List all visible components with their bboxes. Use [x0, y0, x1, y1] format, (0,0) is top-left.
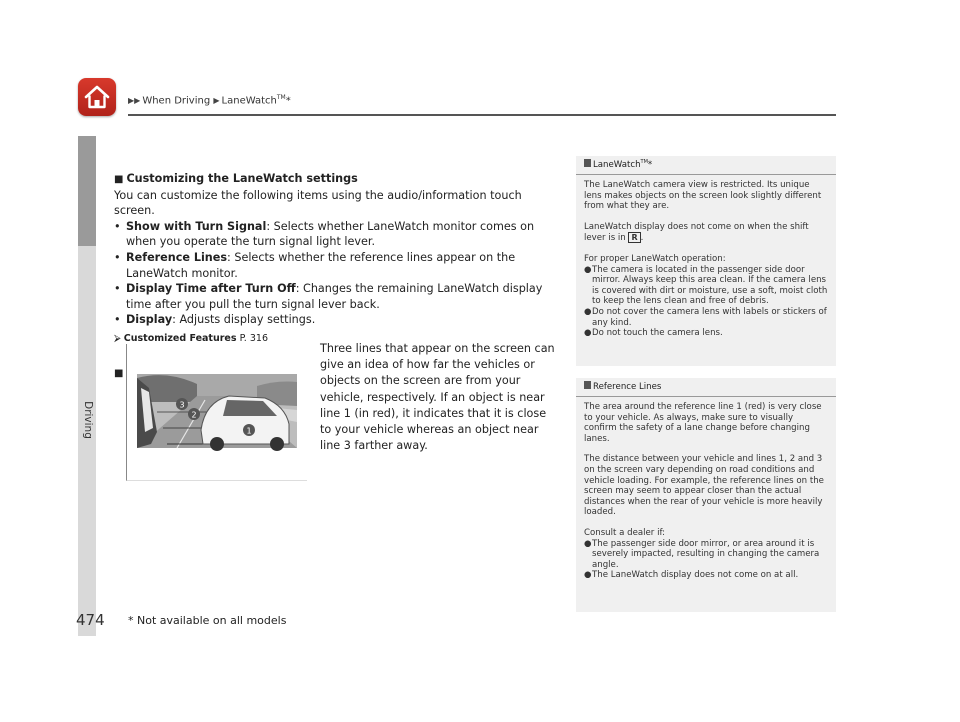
cross-reference-label: Customized Features [123, 332, 237, 344]
lanewatch-camera-illustration [127, 344, 307, 480]
note-marker-icon [584, 159, 591, 167]
reference-line-label-3: 3 [179, 400, 185, 410]
list-item-term: Display Time after Turn Off [126, 282, 296, 296]
chapter-tab-marker [78, 136, 96, 246]
list-item-term: Display [126, 313, 173, 327]
list-item [114, 281, 564, 312]
bullet-icon: • [114, 219, 121, 233]
note-box-lanewatch [576, 156, 836, 366]
note-marker-icon [584, 381, 591, 389]
section-heading-text: Customizing the LaneWatch settings [126, 172, 358, 185]
list-item-desc: : Selects whether LaneWatch monitor comes on when you operate the turn signal light lever. [126, 219, 535, 249]
note-bullet: ● Do not cover the camera lens with labels or stickers of any kind. [584, 306, 827, 328]
home-icon [78, 78, 116, 116]
square-bullet-icon: ■ [114, 174, 124, 185]
note-paragraph: Consult a dealer if: [584, 527, 666, 538]
section-intro: You can customize the following items using the audio/information touch screen. [114, 188, 522, 218]
note-paragraph: LaneWatch display does not come on when the shift lever is in R . [584, 221, 809, 244]
reference-line-label-1: 1 [246, 426, 252, 436]
breadcrumb-arrow-icon: ▶ [213, 96, 220, 106]
note-paragraph: The area around the reference line 1 (red) is very close to your vehicle. As always, make sure to visually confirm the safety of a lane change before changing lanes. [584, 402, 822, 444]
note-paragraph: The distance between your vehicle and lines 1, 2 and 3 on the screen vary depending on road conditions and vehicle loading. For example, the reference lines on the screen may seem to appear closer than the actual distances when the rear of your vehicle is more heavily loaded. [584, 454, 824, 518]
note-bullet: ● Do not touch the camera lens. [584, 328, 723, 339]
note-box-reference-lines [576, 378, 836, 612]
list-item-desc: : Selects whether the reference lines appear on the LaneWatch monitor. [126, 250, 516, 280]
note-title: LaneWatch™* [576, 156, 836, 171]
note-paragraph: For proper LaneWatch operation: [584, 253, 726, 264]
asterisk-mark: * [647, 160, 653, 170]
note-title: Reference Lines [576, 378, 836, 393]
reference-lines-description: Three lines that appear on the screen can give an idea of how far the vehicles or objects on the screen are from your vehicle, respectively. If an object is near line 1 (in red), it indicates that it is close to your vehicle whereas an object near line 3 farther away. [320, 342, 555, 453]
page-number: 474 [76, 611, 105, 629]
note-bullet: ● The LaneWatch display does not come on at all. [584, 570, 799, 581]
cross-reference-icon: ⮚ [114, 332, 121, 344]
list-item-term: Show with Turn Signal [126, 219, 267, 233]
asterisk-mark: * [285, 95, 291, 107]
trademark-mark: TM [276, 94, 286, 101]
reference-lines-figure [126, 344, 307, 481]
list-item-term: Reference Lines [126, 250, 228, 264]
section-heading-customizing [114, 171, 564, 188]
list-item [114, 312, 564, 328]
bullet-icon: ● [584, 570, 592, 581]
breadcrumb-arrow-icon: ▶▶ [128, 96, 141, 106]
square-bullet-icon: ■ [114, 367, 124, 379]
note-paragraph: The LaneWatch camera view is restricted. Its unique lens makes objects on the screen look slightly different from what they are. [584, 180, 822, 212]
footnote: * Not available on all models [128, 614, 287, 627]
bullet-icon: ● [584, 306, 592, 317]
list-item [114, 219, 564, 250]
chapter-tab-label: Driving [82, 401, 94, 439]
home-button[interactable] [78, 78, 116, 116]
shift-position-r-badge: R [628, 232, 640, 243]
list-item [114, 250, 564, 281]
bullet-icon: ● [584, 328, 592, 339]
bullet-icon: • [114, 250, 121, 264]
cross-reference-page: P. 316 [239, 332, 268, 344]
trademark-mark: TM [640, 159, 648, 166]
list-item-desc: : Adjusts display settings. [172, 313, 316, 327]
list-item-desc: : Changes the remaining LaneWatch display time after you pull the turn signal lever back. [126, 282, 543, 311]
bullet-icon: ● [584, 538, 592, 549]
reference-line-label-2: 2 [191, 410, 197, 420]
bullet-icon: • [114, 282, 121, 296]
bullet-icon: • [114, 313, 121, 327]
header-divider [128, 114, 836, 116]
bullet-icon: ● [584, 264, 592, 275]
breadcrumb-item-lanewatch[interactable]: LaneWatch [221, 95, 277, 107]
breadcrumb-item-when-driving[interactable]: When Driving [142, 95, 211, 107]
breadcrumb [128, 94, 291, 106]
note-bullet: ● The passenger side door mirror, or area around it is severely impacted, resulting in changing the camera angle. [584, 538, 820, 570]
note-bullet: ● The camera is located in the passenger side door mirror. Always keep this area clean. If the camera lens is covered with dirt or moisture, use a soft, moist cloth to keep the lens clean and free of debris. [584, 264, 828, 307]
